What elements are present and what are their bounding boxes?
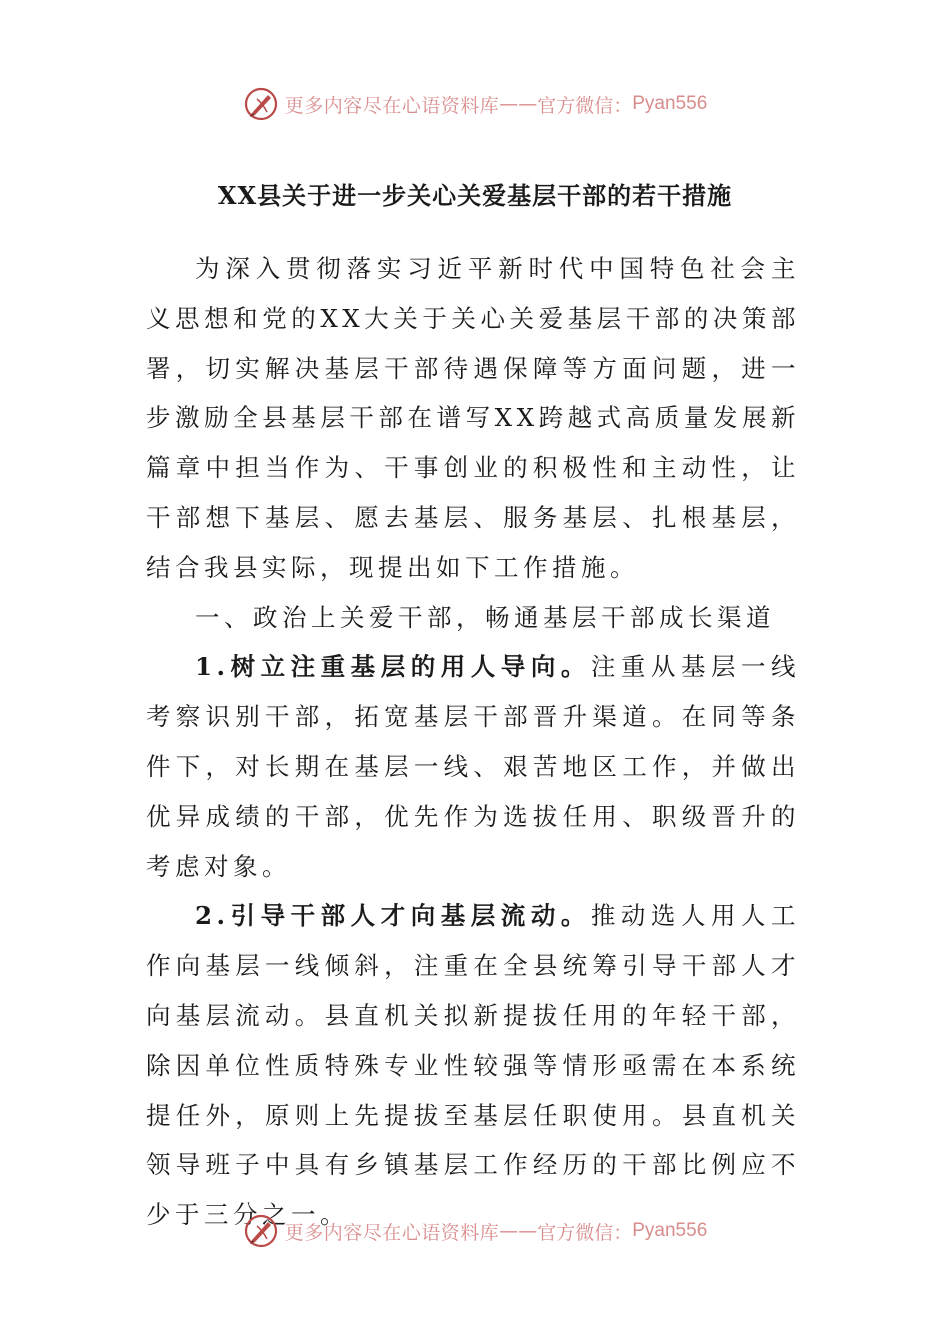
header-watermark xyxy=(0,84,950,124)
watermark-text: 更多内容尽在心语资料库 xyxy=(284,94,500,117)
footer-watermark xyxy=(0,1211,950,1251)
watermark-label: 官方微信： xyxy=(537,1221,633,1244)
watermark-dash: —— xyxy=(499,1220,538,1242)
section-heading: 一、政治上关爱干部，畅通基层干部成长渠道 xyxy=(195,602,775,632)
watermark-id: Pyan556 xyxy=(632,1220,708,1241)
pen-logo-icon xyxy=(243,1213,279,1249)
item-2-body: 推动选人用人工作向基层一线倾斜，注重在全县统筹引导干部人才向基层流动。县直机关拟新提拔任用的年轻干部，除因单位性质特殊专业性较强等情形亟需在本系统提任外，原则上先提拔至基层任职使用。县直机关领导班子中具有乡镇基层工作经历的干部比例应不少于三分之一。 xyxy=(146,901,801,1230)
item-2-paragraph xyxy=(146,891,800,1240)
document-title: XX县关于进一步关心关爱基层干部的若干措施 xyxy=(217,181,733,210)
item-2-title: 2.引导干部人才向基层流动。 xyxy=(195,901,591,931)
document-body xyxy=(146,244,800,1240)
item-1-paragraph xyxy=(146,642,800,891)
item-1-title: 1.树立注重基层的用人导向。 xyxy=(195,652,591,682)
watermark-text: 更多内容尽在心语资料库 xyxy=(284,1221,500,1244)
pen-logo-icon xyxy=(243,86,279,122)
item-1-body: 注重从基层一线考察识别干部，拓宽基层干部晋升渠道。在同等条件下，对长期在基层一线、艰苦地区工作，并做出优异成绩的干部，优先作为选拔任用、职级晋升的考虑对象。 xyxy=(146,652,801,881)
watermark-id: Pyan556 xyxy=(632,93,708,114)
intro-paragraph: 为深入贯彻落实习近平新时代中国特色社会主义思想和党的XX大关于关心关爱基层干部的决策部署，切实解决基层干部待遇保障等方面问题，进一步激励全县基层干部在谱写XX跨越式高质量发展新篇章中担当作为、干事创业的积极性和主动性，让干部想下基层、愿去基层、服务基层、扎根基层，结合我县实际，现提出如下工作措施。 xyxy=(146,254,800,582)
watermark-label: 官方微信： xyxy=(537,94,633,117)
watermark-dash: —— xyxy=(499,93,538,115)
